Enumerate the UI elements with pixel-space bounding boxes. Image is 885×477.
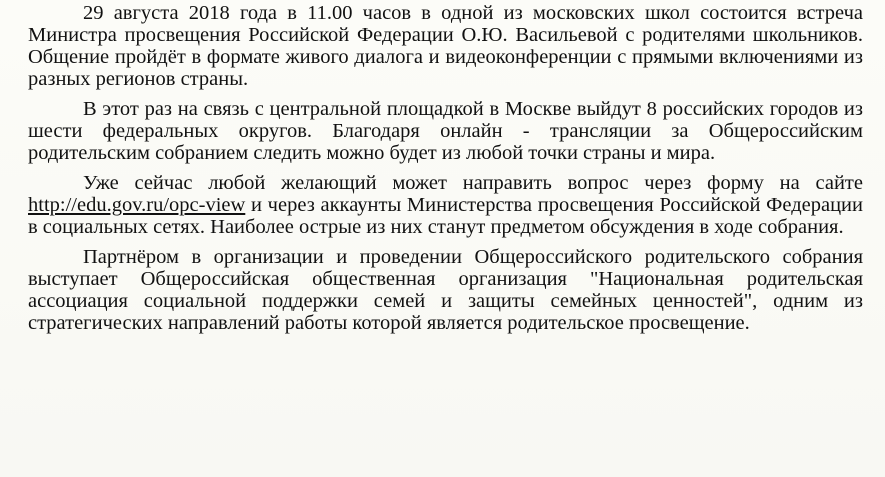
document-body: [28, 2, 863, 334]
paragraph-3-before-link: Уже сейчас любой желающий может направить вопрос через форму на сайте: [83, 172, 863, 194]
opc-view-link[interactable]: http://edu.gov.ru/opc-view: [28, 194, 246, 216]
paragraph-2: В этот раз на связь с центральной площадкой в Москве выйдут 8 российских городов из шести федеральных округов. Благодаря онлайн - трансляции за Общероссийским родительским собранием следить можно будет из любой точки страны и мира.: [28, 98, 863, 164]
paragraph-1: 29 августа 2018 года в 11.00 часов в одной из московских школ состоится встреча Министра просвещения Российской Федерации О.Ю. Васильевой с родителями школьников. Общение пройдёт в формате живого диалога и видеоконференции с прямыми включениями из разных регионов страны.: [28, 2, 863, 90]
paragraph-4: Партнёром в организации и проведении Общероссийского родительского собрания выступает Общероссийская общественная организация "Национальная родительская ассоциация социальной поддержки семей и защиты семейных ценностей", одним из стратегических направлений работы которой является родительское просвещение.: [28, 246, 863, 334]
paragraph-3-after-link: и через аккаунты Министерства просвещения Российской Федерации в социальных сетях. Наиболее острые из них станут предметом обсуждения в ходе собрания.: [28, 194, 863, 238]
paragraph-3: [28, 172, 863, 238]
